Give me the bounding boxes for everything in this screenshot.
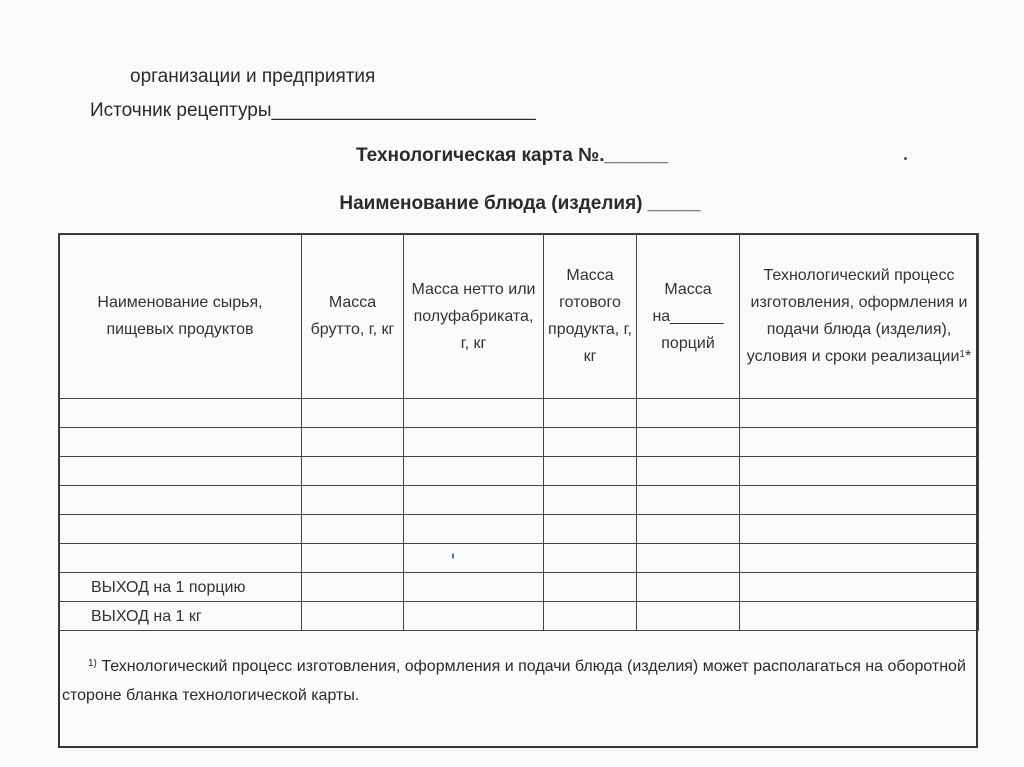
table-cell[interactable]: [59, 515, 302, 544]
table-cell[interactable]: [544, 428, 637, 457]
footnote-text: Технологический процесс изготовления, оформления и подачи блюда (изделия) может располагаться на оборотной стороне бланка технологической карты.: [62, 658, 966, 704]
table-cell[interactable]: [637, 544, 740, 573]
output-per-portion-label: ВЫХОД на 1 порцию: [59, 573, 302, 602]
table-cell[interactable]: [302, 428, 404, 457]
table-cell[interactable]: [637, 602, 740, 631]
table-row: [59, 399, 979, 428]
table-cell[interactable]: [302, 602, 404, 631]
table-cell[interactable]: [404, 428, 544, 457]
table-cell[interactable]: [302, 573, 404, 602]
table-cell[interactable]: [740, 515, 979, 544]
table-cell[interactable]: [404, 486, 544, 515]
table-cell[interactable]: [404, 544, 544, 573]
table-cell[interactable]: [740, 544, 979, 573]
table-cell[interactable]: [544, 457, 637, 486]
table-cell[interactable]: [740, 486, 979, 515]
table-cell[interactable]: [740, 457, 979, 486]
tech-card-title: Технологическая карта №.______: [356, 145, 668, 166]
scan-speck: [452, 553, 454, 559]
table-row: [59, 457, 979, 486]
table-cell[interactable]: [302, 544, 404, 573]
table-cell[interactable]: [637, 486, 740, 515]
table-cell[interactable]: [637, 428, 740, 457]
table-cell[interactable]: [637, 399, 740, 428]
table-cell[interactable]: [59, 457, 302, 486]
header-finished-mass: Масса готового продукта, г, кг: [544, 234, 637, 399]
footnote-ref: 1: [959, 349, 965, 360]
table-cell[interactable]: [302, 457, 404, 486]
table-cell[interactable]: [302, 486, 404, 515]
table-cell[interactable]: [740, 573, 979, 602]
table-cell[interactable]: [544, 602, 637, 631]
header-raw-materials: Наименование сырья, пищевых продуктов: [59, 234, 302, 399]
output-row-kg: [59, 602, 979, 631]
header-gross-mass: Масса брутто, г, кг: [302, 234, 404, 399]
table-cell[interactable]: [637, 515, 740, 544]
table-cell[interactable]: [404, 573, 544, 602]
table-cell[interactable]: [544, 573, 637, 602]
header-net-mass: Масса нетто или полуфабриката, г, кг: [404, 234, 544, 399]
table-cell[interactable]: [302, 399, 404, 428]
table-cell[interactable]: [544, 399, 637, 428]
table-cell[interactable]: [59, 428, 302, 457]
table-row: [59, 428, 979, 457]
table-cell[interactable]: [544, 515, 637, 544]
output-row-portion: [59, 573, 979, 602]
table-cell[interactable]: [740, 399, 979, 428]
footnote-mark: 1): [88, 658, 97, 669]
table-row: [59, 486, 979, 515]
table-row: [59, 515, 979, 544]
table-cell[interactable]: [59, 399, 302, 428]
table-cell[interactable]: [404, 399, 544, 428]
header-mass-per-portions: Масса на______ порций: [637, 234, 740, 399]
table-cell[interactable]: [404, 457, 544, 486]
table-row: [59, 544, 979, 573]
header-tech-process: Технологический процесс изготовления, оформления и подачи блюда (изделия), условия и сроки реализации$^1$*: [740, 234, 979, 399]
table-cell[interactable]: [740, 602, 979, 631]
table-cell[interactable]: [544, 544, 637, 573]
output-per-kg-label: ВЫХОД на 1 кг: [59, 602, 302, 631]
table-cell[interactable]: [404, 602, 544, 631]
dish-name-title: Наименование блюда (изделия) _____: [339, 193, 701, 214]
table-cell[interactable]: [637, 573, 740, 602]
table-cell[interactable]: [544, 486, 637, 515]
table-cell[interactable]: [404, 515, 544, 544]
footnote: [62, 652, 974, 710]
table-cell[interactable]: [59, 544, 302, 573]
table-cell[interactable]: [740, 428, 979, 457]
recipe-source-line: Источник рецептуры_________________________: [90, 100, 536, 121]
scan-speck: [904, 157, 907, 160]
table-cell[interactable]: [302, 515, 404, 544]
table-cell[interactable]: [637, 457, 740, 486]
organization-line: организации и предприятия: [130, 66, 376, 87]
table-header-row: [59, 234, 979, 399]
table-cell[interactable]: [59, 486, 302, 515]
tech-card-table: [58, 233, 979, 631]
